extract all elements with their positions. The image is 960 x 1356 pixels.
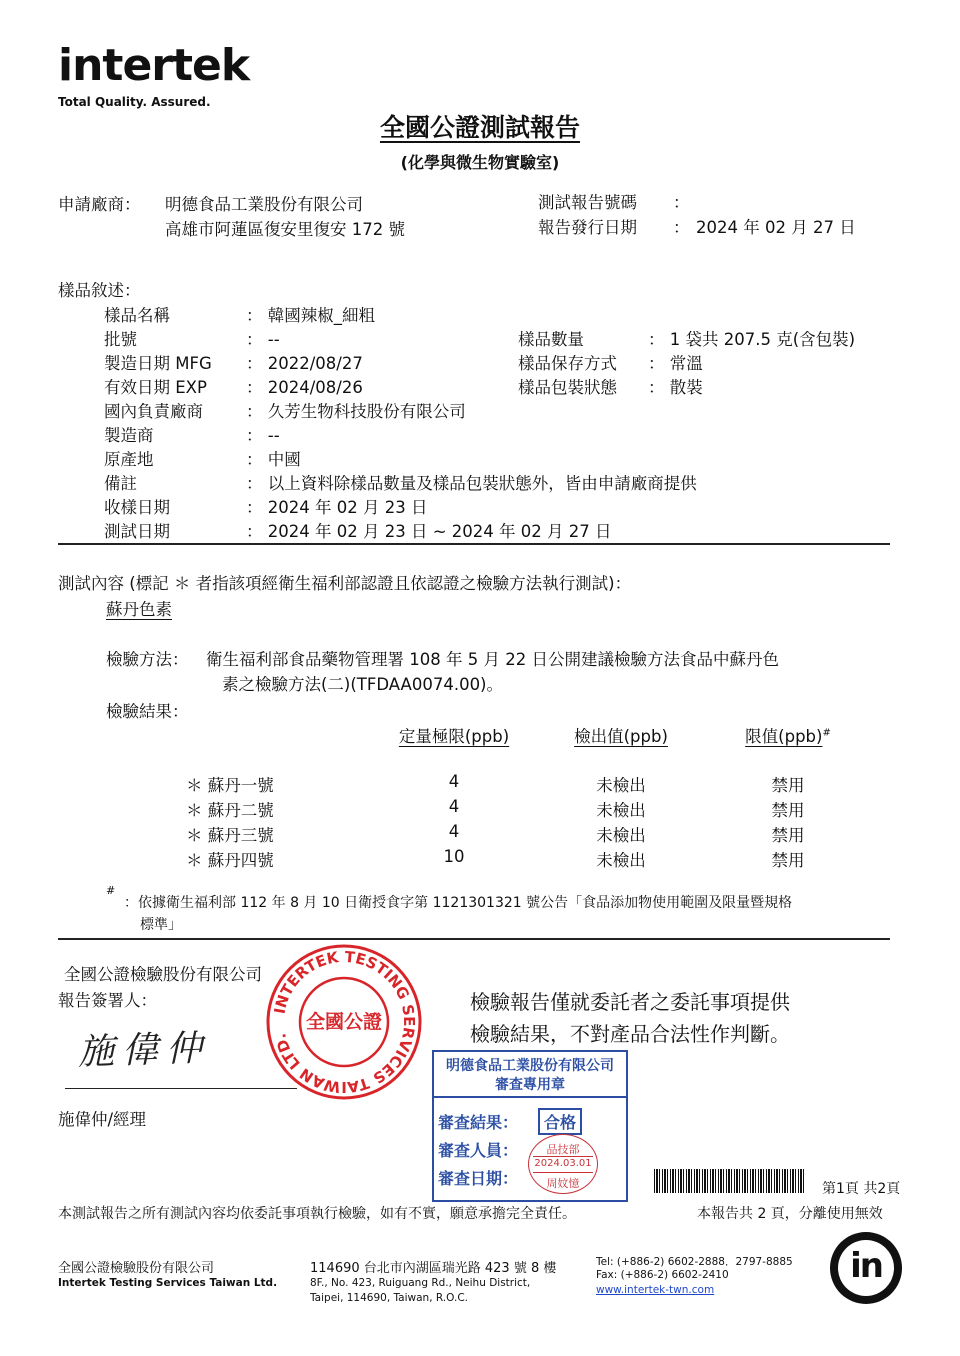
footer-tel: Tel: (+886-2) 6602-2888．2797-8885 — [596, 1256, 793, 1268]
sample-field-value: ： 2024/08/26 — [246, 378, 363, 397]
limit-value: 禁用 — [771, 776, 805, 795]
disclaimer-line-2: 檢驗結果，不對產品合法性作判斷。 — [470, 1022, 790, 1046]
seal-center-text: 全國公證 — [305, 1011, 383, 1033]
limit-value: 禁用 — [771, 826, 805, 845]
stamp-result-label: 審查結果： — [438, 1113, 519, 1132]
sample-right-value: ： 散裝 — [648, 378, 703, 397]
sample-field-value: ： 2022/08/27 — [246, 354, 363, 373]
compound-name: ＊ 蘇丹三號 — [186, 826, 274, 845]
responsibility-statement: 本測試報告之所有測試內容均依委託事項執行檢驗，如有不實，願意承擔完全責任。 — [58, 1206, 576, 1222]
report-number-label: 測試報告號碼 — [538, 193, 637, 212]
footer-address-en-2: Taipei, 114690, Taiwan, R.O.C. — [310, 1292, 468, 1304]
loq-value: 4 — [448, 822, 460, 841]
limit-value: 禁用 — [771, 801, 805, 820]
signature-divider — [58, 938, 890, 940]
sample-field-value: ： 韓國辣椒_細粗 — [246, 306, 375, 325]
applicant-address: 高雄市阿蓮區復安里復安 172 號 — [165, 220, 405, 239]
sample-field-value: ： -- — [246, 426, 280, 445]
seal-divider-bottom — [533, 1172, 593, 1173]
sample-field-value: ： 2024 年 02 月 23 日 — [246, 498, 428, 517]
method-line-1: 衛生福利部食品藥物管理署 108 年 5 月 22 日公開建議檢驗方法食品中蘇丹色 — [206, 650, 779, 669]
reviewer-personal-seal — [528, 1134, 598, 1194]
page-number: 第1頁 共2頁 — [822, 1181, 901, 1197]
stamp-date-label: 審查日期： — [438, 1169, 519, 1188]
signer-label: 報告簽署人： — [58, 991, 157, 1010]
sample-field-value: ： -- — [246, 330, 280, 349]
sample-field-label: 國內負責廠商 — [104, 402, 203, 421]
detected-value: 未檢出 — [596, 826, 646, 845]
stamp-reviewer-label: 審查人員： — [438, 1141, 519, 1160]
sample-field-value: ： 以上資料除樣品數量及樣品包裝狀態外，皆由申請廠商提供 — [246, 474, 697, 493]
report-title: 全國公證測試報告 — [379, 113, 580, 142]
seal-date: 2024.03.01 — [534, 1158, 592, 1169]
sample-right-value: ： 常溫 — [648, 354, 703, 373]
test-content-line: 測試內容 (標記 ＊ 者指該項經衛生福利部認證且依認證之檢驗方法執行測試)： — [58, 574, 632, 593]
method-line-2: 素之檢驗方法(二)(TFDAA0074.00)。 — [222, 675, 503, 694]
column-header-detected: 檢出值(ppb) — [574, 727, 668, 746]
handwritten-signature: 施偉仲 — [77, 1027, 211, 1074]
issue-date-label: 報告發行日期 — [538, 218, 637, 237]
column-header-loq: 定量極限(ppb) — [398, 727, 510, 746]
footnote-mark: # — [106, 884, 116, 897]
loq-value: 10 — [443, 847, 465, 866]
detected-value: 未檢出 — [596, 851, 646, 870]
footer-company-en: Intertek Testing Services Taiwan Ltd. — [58, 1277, 278, 1289]
sample-field-label: 批號 — [104, 330, 137, 349]
footer-company-zh: 全國公證檢驗股份有限公司 — [58, 1261, 215, 1276]
sample-right-label: 樣品保存方式 — [518, 354, 617, 373]
sample-field-label: 收樣日期 — [104, 498, 170, 517]
sample-field-label: 製造日期 MFG — [104, 354, 212, 373]
sample-field-label: 測試日期 — [104, 522, 170, 541]
result-label: 檢驗結果： — [106, 702, 189, 721]
badge-letters: in — [850, 1246, 882, 1286]
test-item: 蘇丹色素 — [106, 600, 172, 619]
pages-note: 本報告共 2 頁，分離使用無效 — [697, 1206, 883, 1222]
applicant-name: 明德食品工業股份有限公司 — [165, 195, 363, 214]
seal-divider-top — [533, 1156, 593, 1157]
limit-value: 禁用 — [771, 851, 805, 870]
sample-field-value: ： 中國 — [246, 450, 301, 469]
issue-date-colon: ： — [673, 218, 690, 237]
stamp-divider — [434, 1096, 626, 1098]
sample-heading: 樣品敘述： — [58, 281, 141, 300]
signature-line — [65, 1088, 297, 1089]
detected-value: 未檢出 — [596, 801, 646, 820]
footer-address-en-1: 8F., No. 423, Ruiguang Rd., Neihu District, — [310, 1277, 531, 1289]
red-company-seal — [264, 942, 424, 1102]
method-label: 檢驗方法： — [106, 650, 189, 669]
loq-value: 4 — [448, 797, 460, 816]
stamp-result-value: 合格 — [538, 1108, 582, 1135]
footer-address-zh: 114690 台北市內湖區瑞光路 423 號 8 樓 — [310, 1261, 557, 1276]
report-subtitle: (化學與微生物實驗室) — [400, 153, 560, 172]
sample-field-value: ： 2024 年 02 月 23 日 ~ 2024 年 02 月 27 日 — [246, 522, 612, 541]
footer-fax: Fax: (+886-2) 6602-2410 — [596, 1269, 729, 1281]
footnote-line-2: 標準」 — [140, 917, 182, 933]
compound-name: ＊ 蘇丹一號 — [186, 776, 274, 795]
signing-company: 全國公證檢驗股份有限公司 — [64, 965, 262, 984]
section-divider — [58, 543, 890, 545]
sample-field-label: 原產地 — [104, 450, 154, 469]
disclaimer-line-1: 檢驗報告僅就委託者之委託事項提供 — [470, 990, 790, 1014]
barcode — [654, 1169, 806, 1193]
seal-ring-text: INTERTEK TESTING SERVICES TAIWAN LTD. — [270, 947, 419, 1097]
sample-field-label: 製造商 — [104, 426, 154, 445]
applicant-label: 申請廠商： — [58, 195, 141, 214]
intertek-badge-icon — [830, 1232, 902, 1304]
signer-name-title: 施偉仲/經理 — [58, 1110, 147, 1129]
loq-value: 4 — [448, 772, 460, 791]
sample-field-label: 備註 — [104, 474, 137, 493]
sample-field-value: ： 久芳生物科技股份有限公司 — [246, 402, 466, 421]
compound-name: ＊ 蘇丹二號 — [186, 801, 274, 820]
intertek-logo: intertek — [58, 40, 250, 91]
seal-dept: 品技部 — [546, 1143, 580, 1156]
seal-person: 周妏憶 — [546, 1177, 580, 1190]
report-number-colon: ： — [673, 193, 690, 212]
footer-website-link[interactable]: www.intertek-twn.com — [596, 1284, 715, 1296]
detected-value: 未檢出 — [596, 776, 646, 795]
sample-right-value: ： 1 袋共 207.5 克(含包裝) — [648, 330, 856, 349]
compound-name: ＊ 蘇丹四號 — [186, 851, 274, 870]
sample-right-label: 樣品包裝狀態 — [518, 378, 617, 397]
column-header-limit: 限值(ppb)# — [745, 727, 831, 746]
sample-field-label: 樣品名稱 — [104, 306, 170, 325]
issue-date: 2024 年 02 月 27 日 — [696, 218, 856, 237]
sample-field-label: 有效日期 EXP — [104, 378, 207, 397]
review-stamp — [432, 1050, 628, 1202]
tagline: Total Quality. Assured. — [58, 95, 211, 109]
stamp-title: 審查專用章 — [495, 1077, 565, 1093]
footnote-line-1: ：依據衛生福利部 112 年 8 月 10 日衛授食字第 1121301321 號公告「食品添加物使用範圍及限量暨規格 — [124, 895, 793, 911]
stamp-company: 明德食品工業股份有限公司 — [446, 1058, 614, 1074]
sample-right-label: 樣品數量 — [518, 330, 584, 349]
